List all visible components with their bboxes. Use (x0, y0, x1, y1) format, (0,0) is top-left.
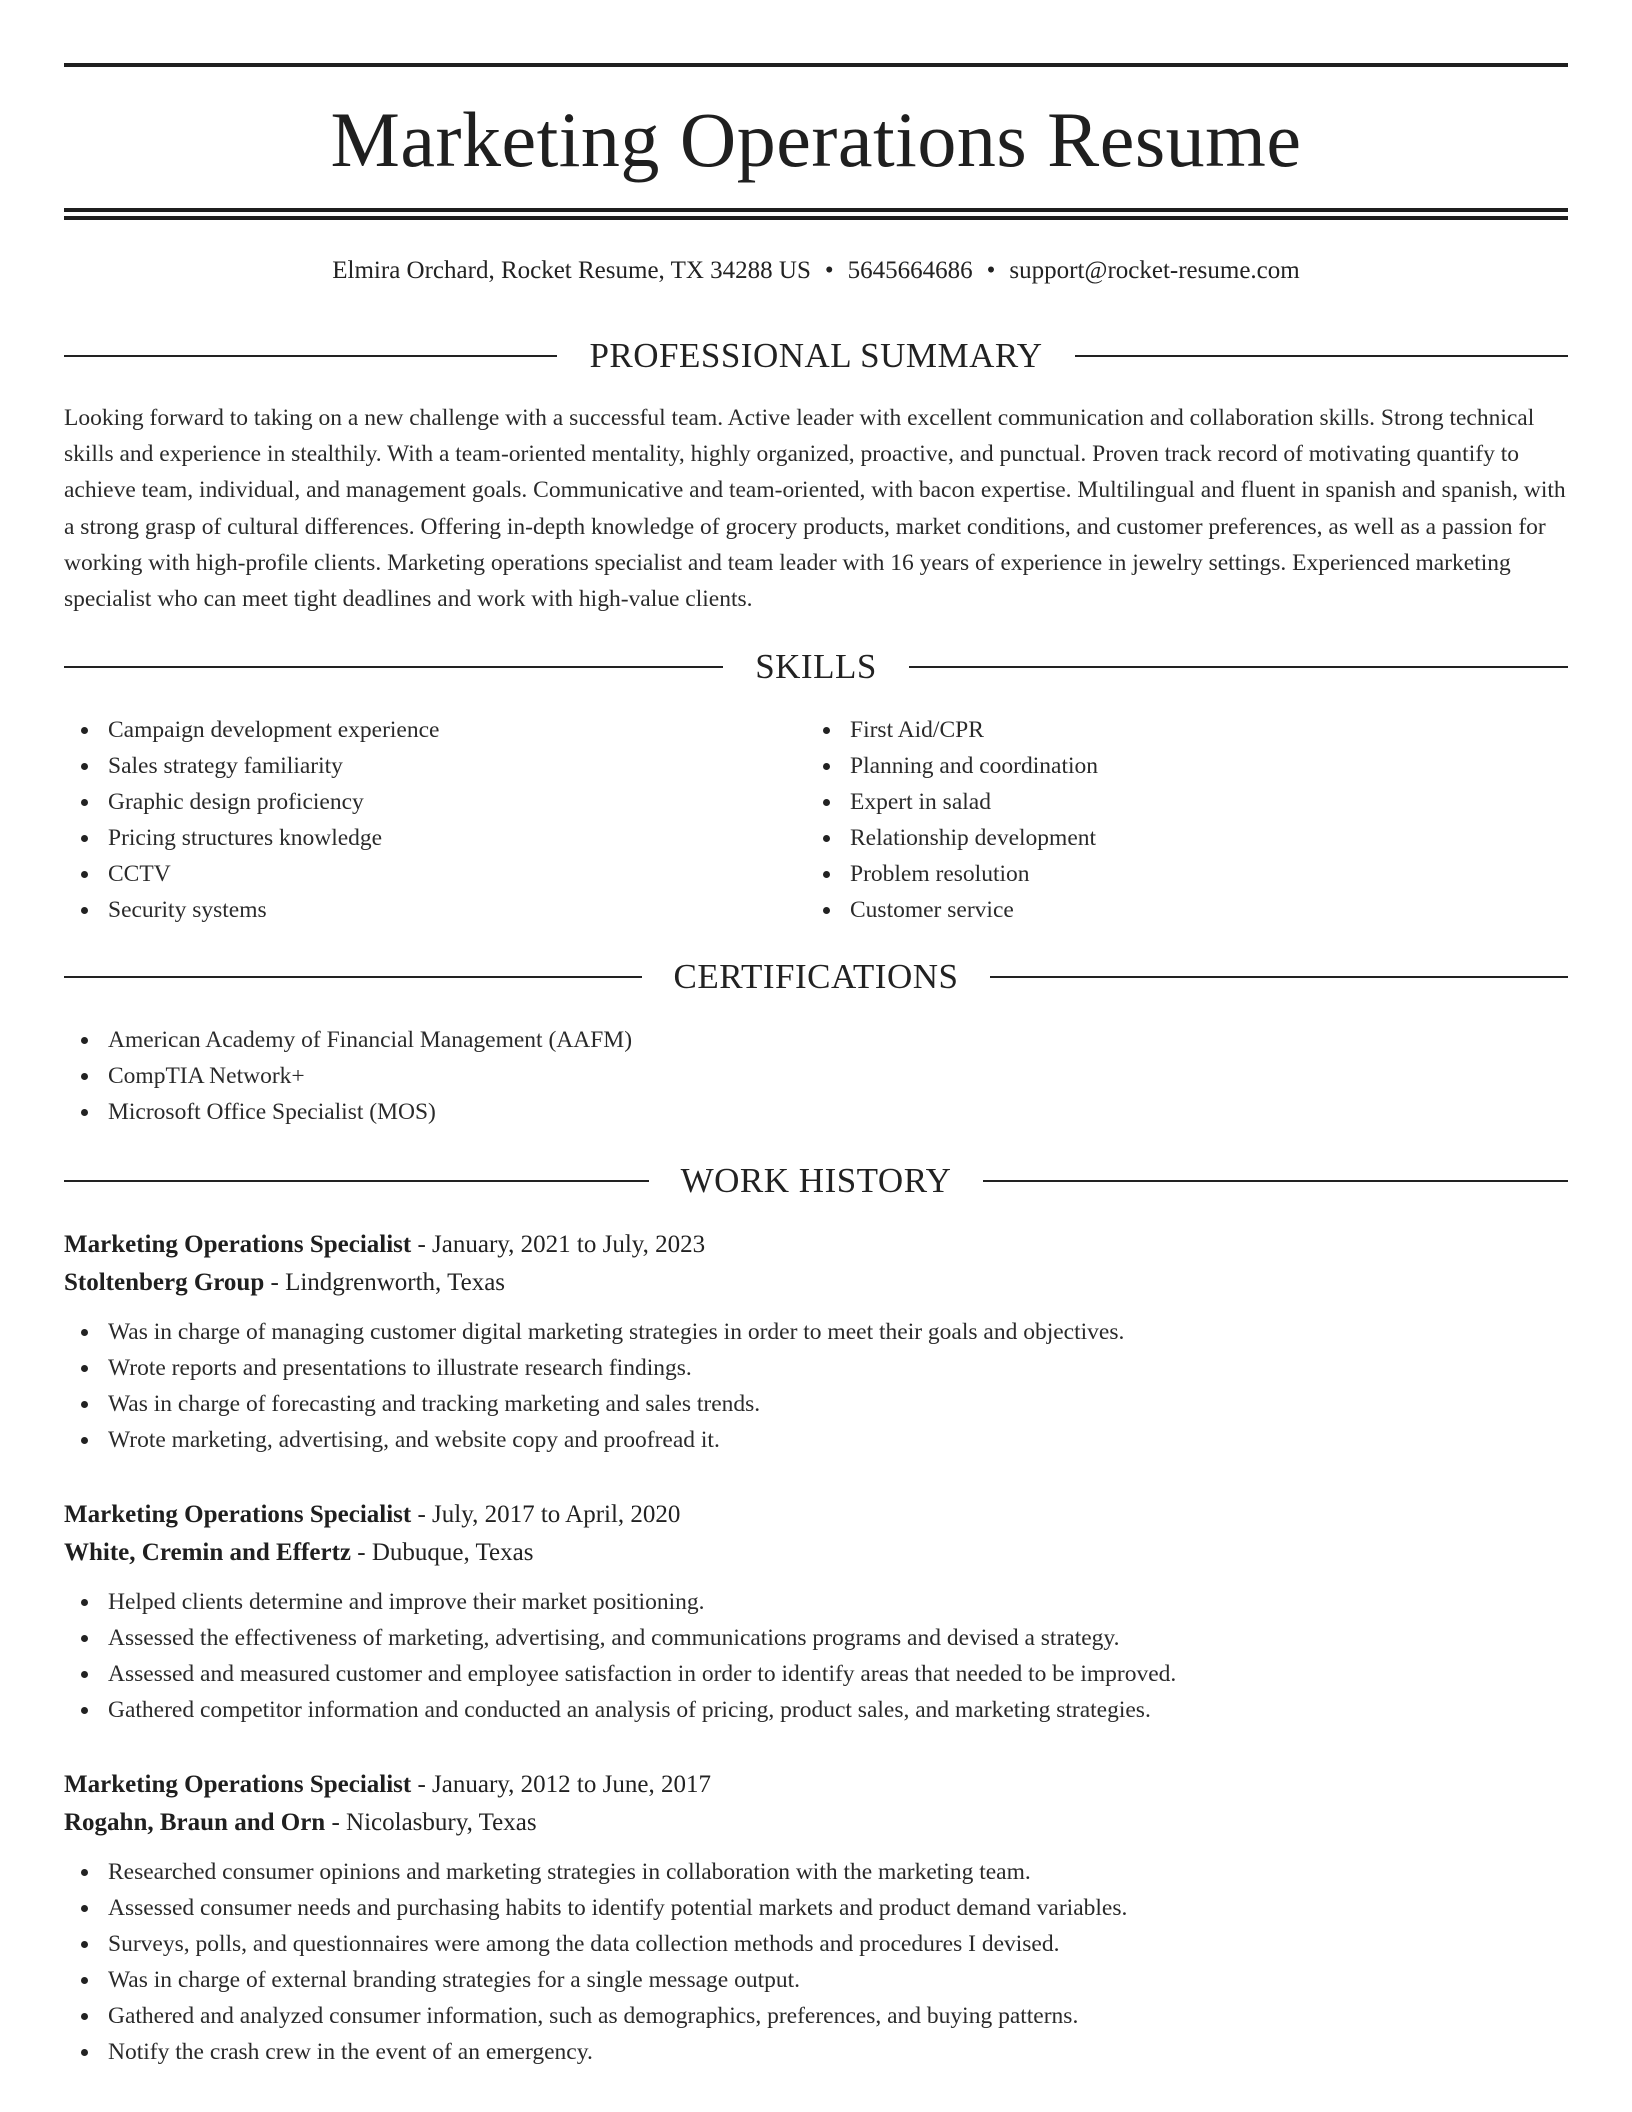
bullet-icon (823, 799, 830, 806)
section-heading-label: WORK HISTORY (680, 1161, 952, 1200)
section-heading-label: CERTIFICATIONS (673, 957, 959, 996)
heading-rule-right (990, 976, 1568, 978)
bullet-icon (81, 1635, 88, 1642)
bullet-icon (81, 1977, 88, 1984)
job-bullet: Helped clients determine and improve their market positioning. (64, 1584, 1568, 1620)
bullet-icon (823, 835, 830, 842)
bullet-icon (81, 1401, 88, 1408)
bullet-icon (81, 871, 88, 878)
job-bullet: Notify the crash crew in the event of an emergency. (64, 2034, 1568, 2070)
job-location: Nicolasbury, Texas (346, 1809, 537, 1836)
heading-rule-left (64, 1180, 649, 1182)
bullet-icon (81, 1365, 88, 1372)
contact-line (64, 254, 1568, 288)
skill-item: Customer service (806, 892, 1098, 928)
job-bullet: Researched consumer opinions and marketing strategies in collaboration with the marketing team. (64, 1854, 1568, 1890)
job-bullet: Wrote reports and presentations to illustrate research findings. (64, 1350, 1568, 1386)
job-bullet: Assessed the effectiveness of marketing, advertising, and communications programs and devised a strategy. (64, 1620, 1568, 1656)
bullet-icon (81, 1037, 88, 1044)
bullet-icon (81, 1941, 88, 1948)
skills-list-right (806, 712, 1098, 928)
job-bullet: Was in charge of external branding strategies for a single message output. (64, 1962, 1568, 1998)
bullet-icon (81, 835, 88, 842)
section-heading-skills (64, 645, 1568, 689)
bullet-icon (81, 1599, 88, 1606)
section-heading-label: PROFESSIONAL SUMMARY (589, 336, 1043, 375)
bullet-icon (823, 763, 830, 770)
job-bullet: Assessed consumer needs and purchasing habits to identify potential markets and product demand variables. (64, 1890, 1568, 1926)
skill-item: Graphic design proficiency (64, 784, 439, 820)
skill-item: Problem resolution (806, 856, 1098, 892)
bullet-icon (81, 1073, 88, 1080)
job-bullet: Assessed and measured customer and employee satisfaction in order to identify areas that needed to be improved. (64, 1656, 1568, 1692)
job-location: Lindgrenworth, Texas (285, 1269, 506, 1296)
skill-item: Pricing structures knowledge (64, 820, 439, 856)
skill-item: Campaign development experience (64, 712, 439, 748)
section-heading-label: SKILLS (755, 647, 877, 686)
job-title-line: Marketing Operations Specialist - January, 2021 to July, 2023 (64, 1231, 706, 1258)
bullet-icon (81, 1329, 88, 1336)
skill-item: Relationship development (806, 820, 1098, 856)
job-title-line: Marketing Operations Specialist - January, 2012 to June, 2017 (64, 1771, 711, 1798)
job-company-line: Rogahn, Braun and Orn - Nicolasbury, Texas (64, 1809, 537, 1836)
job-title-line: Marketing Operations Specialist - July, 2017 to April, 2020 (64, 1501, 681, 1528)
contact-separator: • (986, 257, 996, 284)
job-location: Dubuque, Texas (371, 1539, 534, 1566)
summary-paragraph: Looking forward to taking on a new challenge with a successful team. Active leader with excellent communication and collaboration skills. Strong technical skills and experience in stealthily. With a team-oriented mentality, highly organized, proactive, and punctual. Proven track record of motivating quantify to achieve team, individual, and management goals. Communicative and team-oriented, with bacon expertise. Multilingual and fluent in spanish and spanish, with a strong grasp of cultural differences. Offering in-depth knowledge of grocery products, market conditions, and customer preferences, as well as a passion for working with high-profile clients. Marketing operations specialist and team leader with 16 years of experience in jewelry settings. Experienced marketing specialist who can meet tight deadlines and work with high-value clients. (64, 405, 1566, 613)
bullet-icon (81, 1437, 88, 1444)
heading-rule-right (983, 1180, 1568, 1182)
bullet-icon (81, 1109, 88, 1116)
job-title: Marketing Operations Specialist (64, 1501, 412, 1528)
job-bullet: Was in charge of managing customer digital marketing strategies in order to meet their goals and objectives. (64, 1314, 1568, 1350)
contact-separator: • (824, 257, 834, 284)
bullet-icon (81, 1671, 88, 1678)
certification-item: Microsoft Office Specialist (MOS) (64, 1094, 632, 1130)
contact-address: Elmira Orchard, Rocket Resume, TX 34288 US (332, 257, 811, 284)
header-top-rule (64, 63, 1568, 67)
skill-item: Expert in salad (806, 784, 1098, 820)
bullet-icon (81, 727, 88, 734)
skill-item: Sales strategy familiarity (64, 748, 439, 784)
job-dates: July, 2017 to April, 2020 (432, 1501, 681, 1528)
job-title: Marketing Operations Specialist (64, 1231, 412, 1258)
job-company: Stoltenberg Group (64, 1269, 265, 1296)
contact-phone: 5645664686 (847, 257, 973, 284)
job-bullets (64, 1314, 1568, 1458)
bullet-icon (81, 799, 88, 806)
job-entry (64, 1226, 1568, 1458)
job-company-line: White, Cremin and Effertz - Dubuque, Texas (64, 1539, 534, 1566)
job-bullet: Gathered and analyzed consumer information, such as demographics, preferences, and buying patterns. (64, 1998, 1568, 2034)
certifications-list (64, 1022, 632, 1130)
bullet-icon (81, 2013, 88, 2020)
heading-rule-right (909, 666, 1568, 668)
job-bullet: Surveys, polls, and questionnaires were among the data collection methods and procedures I devised. (64, 1926, 1568, 1962)
bullet-icon (81, 1869, 88, 1876)
resume-title: Marketing Operations Resume (330, 96, 1302, 183)
skill-item: First Aid/CPR (806, 712, 1098, 748)
job-entry (64, 1766, 1568, 2070)
skill-item: Planning and coordination (806, 748, 1098, 784)
section-heading-summary (64, 334, 1568, 378)
skill-item: Security systems (64, 892, 439, 928)
section-heading-certifications (64, 955, 1568, 999)
heading-rule-left (64, 355, 557, 357)
job-bullet: Wrote marketing, advertising, and website copy and proofread it. (64, 1422, 1568, 1458)
heading-rule-right (1075, 355, 1568, 357)
job-dates: January, 2012 to June, 2017 (432, 1771, 711, 1798)
contact-email: support@rocket-resume.com (1009, 257, 1300, 284)
job-bullet: Was in charge of forecasting and tracking marketing and sales trends. (64, 1386, 1568, 1422)
certification-item: American Academy of Financial Management (AAFM) (64, 1022, 632, 1058)
header-double-rule-upper (64, 208, 1568, 212)
job-company: Rogahn, Braun and Orn (64, 1809, 326, 1836)
bullet-icon (81, 763, 88, 770)
heading-rule-left (64, 666, 723, 668)
job-bullet: Gathered competitor information and conducted an analysis of pricing, product sales, and marketing strategies. (64, 1692, 1568, 1728)
job-company-line: Stoltenberg Group - Lindgrenworth, Texas (64, 1269, 506, 1296)
section-heading-work-history (64, 1159, 1568, 1203)
skill-item: CCTV (64, 856, 439, 892)
bullet-icon (81, 1905, 88, 1912)
job-title: Marketing Operations Specialist (64, 1771, 412, 1798)
bullet-icon (823, 727, 830, 734)
bullet-icon (81, 2049, 88, 2056)
job-dates: January, 2021 to July, 2023 (432, 1231, 706, 1258)
bullet-icon (823, 871, 830, 878)
bullet-icon (81, 1707, 88, 1714)
header-double-rule-lower (64, 216, 1568, 220)
skills-list-left (64, 712, 439, 928)
certification-item: CompTIA Network+ (64, 1058, 632, 1094)
job-bullets (64, 1584, 1568, 1728)
bullet-icon (81, 907, 88, 914)
heading-rule-left (64, 976, 642, 978)
bullet-icon (823, 907, 830, 914)
job-bullets (64, 1854, 1568, 2070)
job-company: White, Cremin and Effertz (64, 1539, 351, 1566)
job-entry (64, 1496, 1568, 1728)
